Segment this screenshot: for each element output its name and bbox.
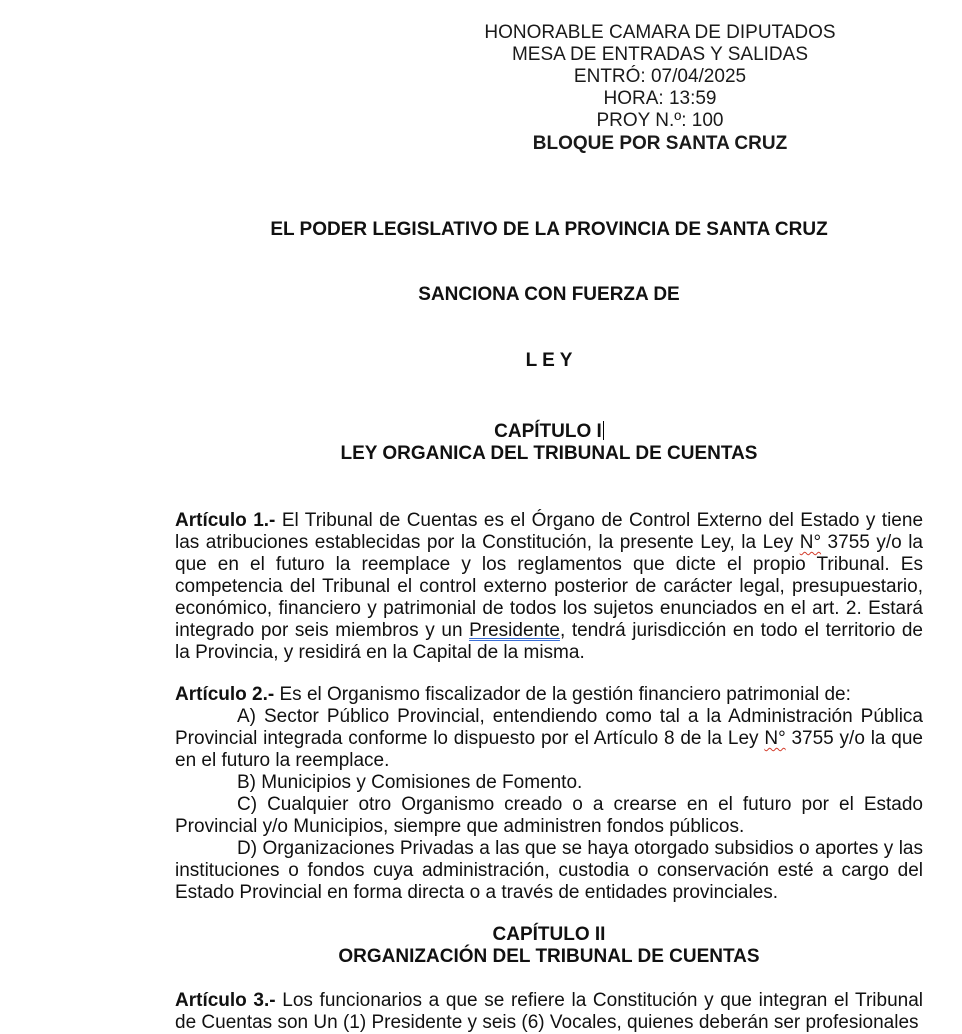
article-2 [175,684,923,904]
chapter-1-label [175,421,923,443]
chapter-1-label-text: CAPÍTULO I [494,421,602,442]
article-1-label: Artículo 1.- [175,510,276,531]
chapter-1-title: LEY ORGANICA DEL TRIBUNAL DE CUENTAS [340,443,758,464]
article-1 [175,510,923,664]
entry-stamp [440,22,880,155]
stamp-line-entry-date: ENTRÓ: 07/04/2025 [573,66,747,87]
spellcheck-n-mark-2: N° [764,728,786,749]
text-cursor [603,421,604,440]
article-2-item-a [175,706,923,772]
article-2-item-c: C) Cualquier otro Organismo creado o a crearse en el futuro por el Estado Provincial y/o Municipios, siempre que administren fondos públicos. [175,794,923,837]
article-3-label: Artículo 3.- [175,990,276,1011]
article-2-intro-text: Es el Organismo fiscalizador de la gestión financiero patrimonial de: [274,684,851,705]
stamp-line-office: MESA DE ENTRADAS Y SALIDAS [511,44,808,65]
spellcheck-n-mark: N° [799,532,822,553]
stamp-bloque: BLOQUE POR SANTA CRUZ [532,133,788,154]
chapter-2-label: CAPÍTULO II [492,924,606,945]
article-2-intro [175,684,923,706]
heading-sanciona: SANCIONA CON FUERZA DE [418,284,680,305]
article-3-text: Los funcionarios a que se refiere la Constitución y que integran el Tribunal de Cuentas son Un (1) Presidente y seis (6) Vocales, quienes deberán ser profesionales [175,990,923,1033]
grammar-mark-presidente: Presidente [469,620,560,641]
stamp-line-project-number: PROY N.º: 100 [596,110,724,131]
article-1-text-c: , tendrá jurisdicción en todo el territorio de la Provincia, y residirá en la Capital de la misma. [175,620,923,663]
heading-poder-legislativo: EL PODER LEGISLATIVO DE LA PROVINCIA DE SANTA CRUZ [270,219,828,240]
chapter-2-title: ORGANIZACIÓN DEL TRIBUNAL DE CUENTAS [338,946,760,967]
article-2-label: Artículo 2.- [175,684,275,705]
article-1-text-a: El Tribunal de Cuentas es el Órgano de Control Externo del Estado y tiene las atribuciones establecidas por la Constitución, la presente Ley, la Ley [175,510,924,553]
article-3 [175,990,923,1034]
article-1-paragraph [175,510,923,664]
stamp-line-chamber: HONORABLE CAMARA DE DIPUTADOS [484,22,836,43]
article-2-item-a-text-1: A) Sector Público Provincial, entendiendo como tal a la Administración Pública Provincial integrada conforme lo dispuesto por el Artículo 8 de la Ley [175,706,923,749]
stamp-line-time: HORA: 13:59 [603,88,717,109]
heading-ley: L E Y [525,350,573,371]
article-1-text-b: 3755 y/o la que en el futuro la reemplace y los reglamentos que dicte el propio Tribunal. Es competencia del Tribunal el control externo posterior de carácter legal, presupuestario, económico, financiero y patrimonial de todos los sujetos enunciados en el art. 2. Estará integrado por seis miembros y un [175,532,923,641]
article-3-paragraph [175,990,923,1034]
article-2-item-a-text-2: 3755 y/o la que en el futuro la reemplace. [175,728,924,771]
article-2-item-b: B) Municipios y Comisiones de Fomento. [237,772,583,793]
article-2-item-d: D) Organizaciones Privadas a las que se haya otorgado subsidios o aportes y las instituciones o fondos cuya administración, custodia o conservación esté a cargo del Estado Provincial en forma directa o a través de entidades provinciales. [175,838,923,903]
